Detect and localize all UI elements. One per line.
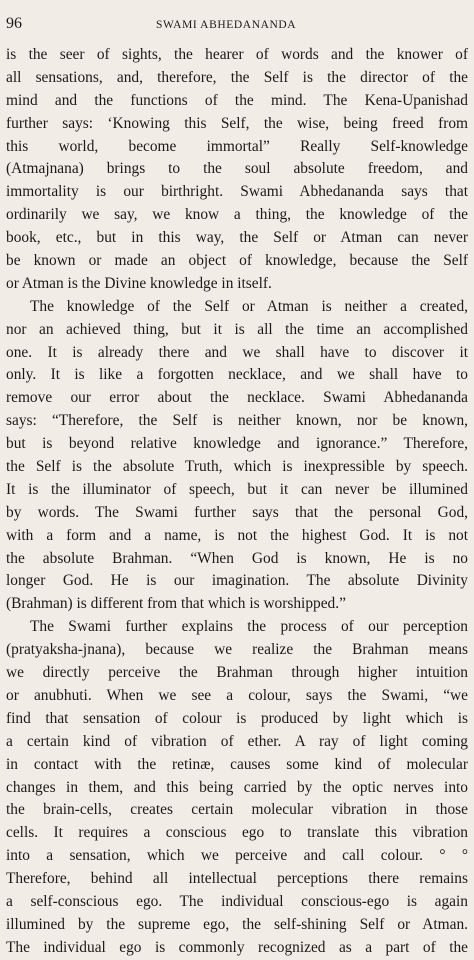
paragraph-first-line: The Swami further explains the process of our perception	[30, 618, 468, 636]
text-line: be known or made an object of knowledge, because the Self	[6, 252, 468, 270]
page-header	[6, 14, 466, 34]
text-line: or Atman is the Divine knowledge in itself.	[6, 274, 272, 292]
paragraph-first-line: The knowledge of the Self or Atman is neither a created,	[30, 297, 468, 315]
text-line: a self-conscious ego. The individual conscious-ego is again	[6, 892, 468, 910]
text-line: further says: ‘Knowing this Self, the wise, being freed from	[6, 114, 468, 132]
text-line: one. It is already there and we shall have to discover it	[6, 343, 468, 361]
text-line: by words. The Swami further says that the personal God,	[6, 503, 468, 521]
text-line: (Atmajnana) brings to the soul absolute freedom, and	[6, 160, 468, 178]
text-line: all sensations, and, therefore, the Self is the director of the	[6, 68, 468, 86]
text-line: immortality is our birthright. Swami Abhedananda says that	[6, 183, 468, 201]
text-line: remove our error about the necklace. Swami Abhedananda	[6, 389, 468, 407]
text-line: but is beyond relative knowledge and ignorance.” Therefore,	[6, 435, 468, 453]
text-line: Therefore, behind all intellectual perceptions there remains	[6, 870, 468, 888]
text-line: changes in them, and this being carried by the optic nerves into	[6, 778, 468, 796]
text-line: the absolute Brahman. “When God is known, He is no	[6, 549, 468, 567]
page-number: 96	[6, 15, 22, 32]
text-line: find that sensation of colour is produced by light which is	[6, 709, 468, 727]
text-line: with a form and a name, is not the highest God. It is not	[6, 526, 468, 544]
text-line: the Self is the absolute Truth, which is inexpressible by speech.	[6, 458, 468, 476]
text-line: It is the illuminator of speech, but it can never be illumined	[6, 480, 468, 498]
text-line: only. It is like a forgotten necklace, and we shall have to	[6, 366, 468, 384]
text-line: The individual ego is commonly recognized as a part of the	[6, 938, 468, 956]
text-line: we directly perceive the Brahman through higher intuition	[6, 664, 468, 682]
text-line: book, etc., but in this way, the Self or Atman can never	[6, 229, 468, 247]
text-line: illumined by the supreme ego, the self-shining Self or Atman.	[6, 915, 468, 933]
running-head: SWAMI ABHEDANANDA	[156, 19, 297, 31]
body-text	[6, 44, 468, 960]
text-line: or anubhuti. When we see a colour, says the Swami, “we	[6, 686, 468, 704]
text-line: mind and the functions of the mind. The Kena-Upanishad	[6, 91, 468, 109]
text-line: (pratyaksha-jnana), because we realize the Brahman means	[6, 641, 468, 659]
text-line: nor an achieved thing, but it is all the time an accomplished	[6, 320, 468, 338]
text-line: longer God. He is our imagination. The absolute Divinity	[6, 572, 468, 590]
text-line: cells. It requires a conscious ego to translate this vibration	[6, 824, 468, 842]
text-line: a certain kind of vibration of ether. A ray of light coming	[6, 732, 468, 750]
text-line: this world, become immortal” Really Self-knowledge	[6, 137, 468, 155]
text-line: (Brahman) is different from that which is worshipped.”	[6, 595, 346, 613]
text-line: the brain-cells, creates certain molecular vibration in those	[6, 801, 468, 819]
text-line: ordinarily we say, we know a thing, the knowledge of the	[6, 206, 468, 224]
text-line: into a sensation, which we perceive and call colour. ° °	[6, 847, 468, 865]
text-line: is the seer of sights, the hearer of words and the knower of	[6, 46, 468, 63]
text-line: in contact with the retinæ, causes some kind of molecular	[6, 755, 468, 773]
text-line: says: “Therefore, the Self is neither known, nor be known,	[6, 412, 468, 430]
